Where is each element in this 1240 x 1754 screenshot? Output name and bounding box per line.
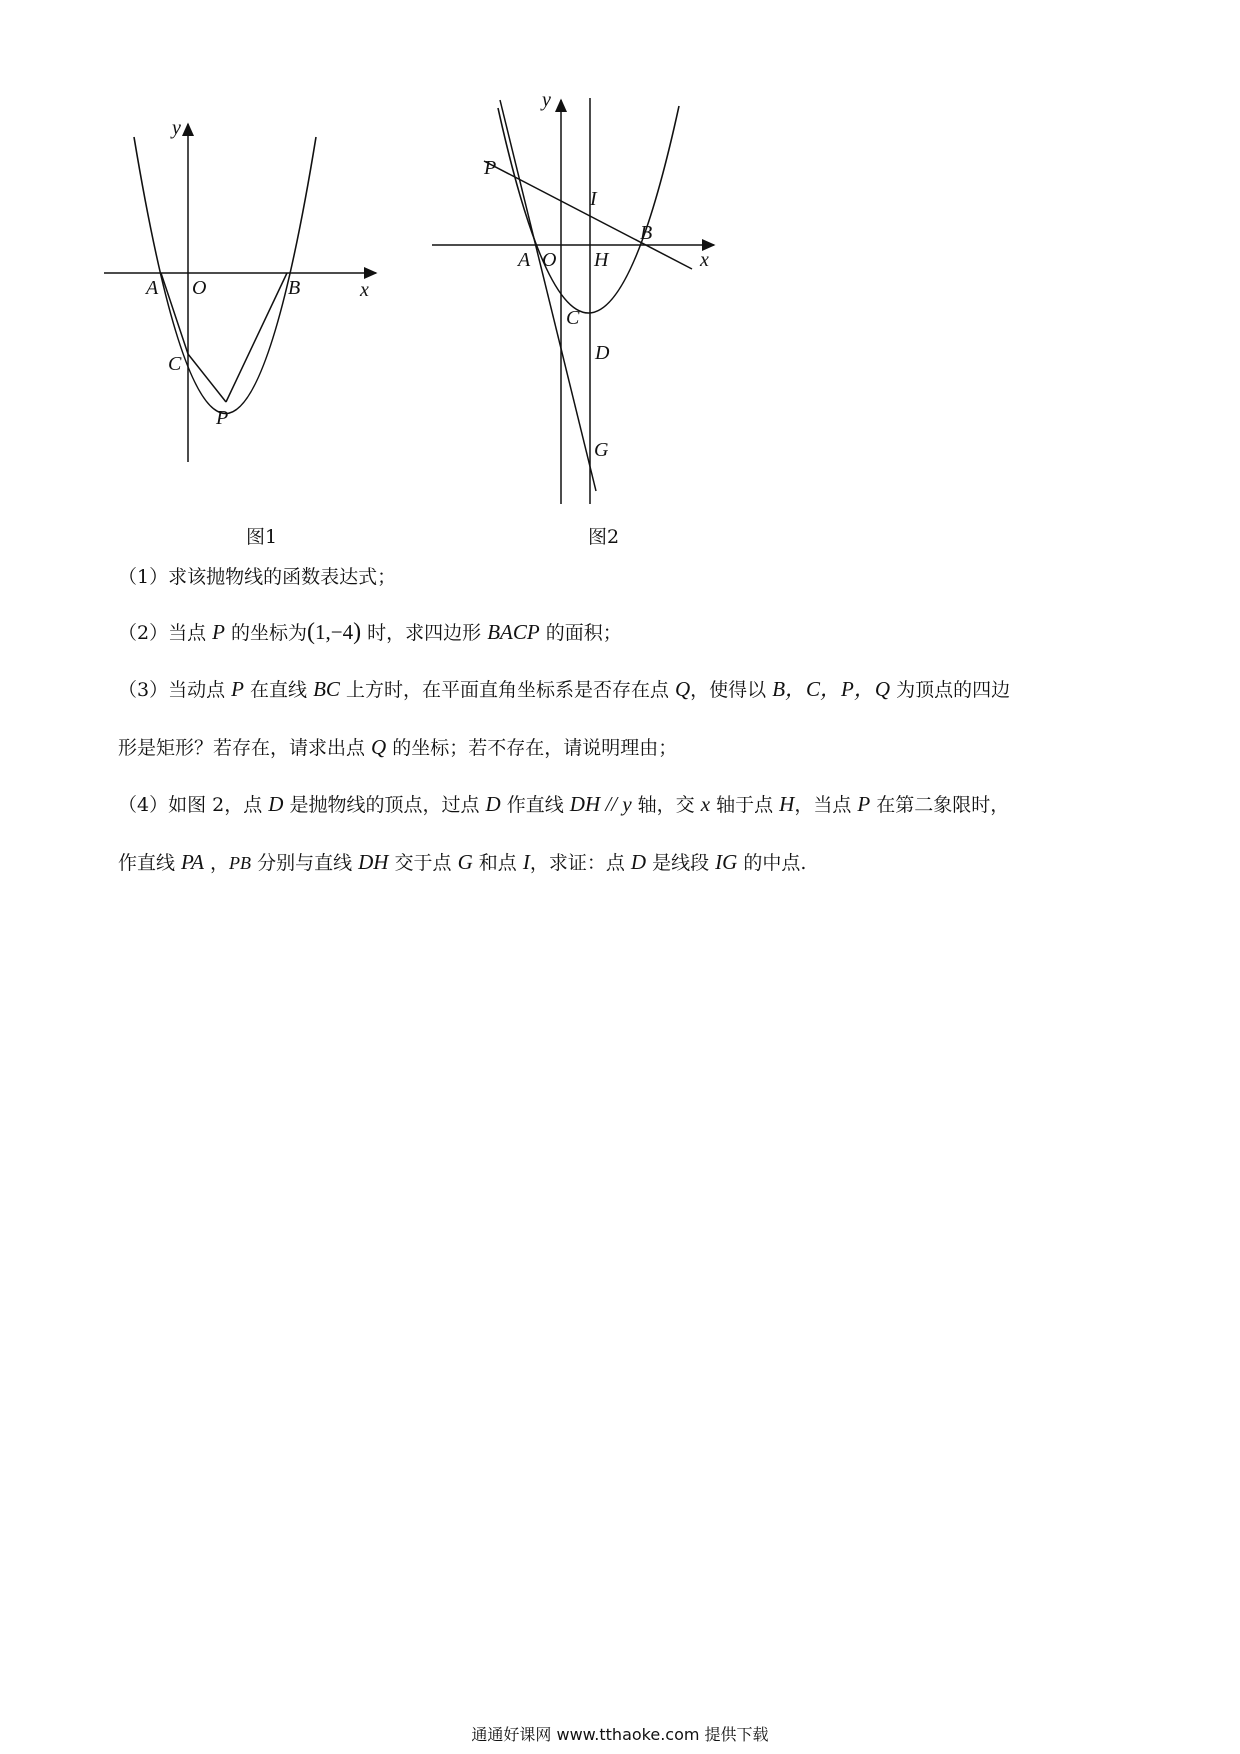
label-o: O [542, 249, 557, 271]
figure-2-caption: 图2 [588, 526, 620, 548]
label-i: I [590, 188, 597, 210]
label-b: B [640, 222, 653, 244]
label-y: y [542, 94, 551, 111]
label-a: A [146, 277, 159, 299]
label-d: D [595, 342, 610, 364]
segment-ac [161, 273, 188, 354]
label-g: G [594, 439, 609, 461]
label-h: H [594, 249, 609, 271]
question-2: （2）当点 P 的坐标为(1,−4) 时，求四边形 BACP 的面积； [118, 619, 622, 645]
label-x: x [360, 279, 369, 301]
label-c: C [168, 353, 182, 375]
label-o: O [192, 277, 207, 299]
question-4: （4）如图 2，点 D 是抛物线的顶点，过点 D 作直线 DH // y 轴，交 x 轴于点 H，当点 P 在第二象限时， [118, 792, 1010, 816]
figure-1-caption: 图1 [246, 526, 278, 548]
label-a: A [518, 249, 531, 271]
question-3-line-2: 形是矩形？若存在，请求出点 Q 的坐标；若不存在，请说明理由； [118, 735, 678, 759]
question-4-line-2: 作直线 PA ，PB 分别与直线 DH 交于点 G 和点 I，求证：点 D 是线段 IG 的中点. [118, 850, 807, 874]
figure-1 [100, 120, 400, 530]
label-y: y [172, 120, 181, 139]
segment-cp [188, 354, 226, 402]
label-p: P [484, 157, 497, 179]
parabola [498, 106, 679, 313]
label-b: B [288, 277, 301, 299]
footer-credit: 通通好课网 www.tthaoke.com 提供下载 [471, 1725, 769, 1744]
label-p: P [216, 407, 229, 429]
question-3: （3）当动点 P 在直线 BC 上方时，在平面直角坐标系是否存在点 Q，使得以 B，C，P，Q 为顶点的四边 [118, 677, 1011, 701]
question-1: （1）求该抛物线的函数表达式； [118, 566, 397, 588]
line-pa [500, 100, 596, 491]
label-x: x [700, 249, 709, 271]
line-pb [484, 161, 692, 269]
label-c: C [566, 307, 580, 329]
figure-2 [428, 94, 738, 504]
